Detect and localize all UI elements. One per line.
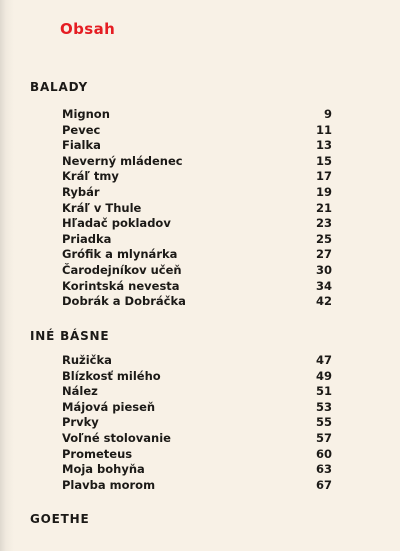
- toc-entry[interactable]: [62, 123, 332, 139]
- toc-entry[interactable]: [62, 279, 332, 295]
- toc-entry[interactable]: [62, 369, 332, 385]
- entry-title: Moja bohyňa: [62, 462, 145, 477]
- entry-title: Priadka: [62, 231, 112, 246]
- entry-title: Mignon: [62, 107, 110, 121]
- entry-title: Čarodejníkov učeň: [62, 262, 182, 277]
- entry-title: Dobrák a Dobráčka: [62, 294, 186, 309]
- entry-page-number: 19: [315, 184, 332, 199]
- entry-title: Pevec: [62, 122, 101, 137]
- entry-title: Májová pieseň: [62, 399, 156, 414]
- entry-title: Prometeus: [62, 446, 133, 461]
- toc-entry[interactable]: [62, 169, 332, 185]
- entry-title: Voľné stolovanie: [62, 430, 171, 445]
- entry-title: Korintská nevesta: [62, 278, 180, 293]
- entry-page-number: 27: [315, 247, 332, 262]
- toc-entry[interactable]: [62, 415, 332, 431]
- toc-entry[interactable]: [62, 400, 332, 416]
- entry-page-number: 47: [315, 353, 332, 367]
- toc-entry[interactable]: [62, 107, 332, 123]
- entry-title: Plavba morom: [62, 477, 156, 492]
- entry-title: Nález: [62, 384, 98, 399]
- toc-entry[interactable]: [62, 185, 332, 201]
- section-heading-ine-basne: INÉ BÁSNE: [30, 329, 110, 343]
- entry-page-number: 23: [315, 216, 332, 231]
- entry-page-number: 15: [315, 153, 332, 168]
- entry-page-number: 17: [315, 169, 332, 184]
- entry-page-number: 34: [315, 278, 332, 293]
- entry-title: Blízkosť milého: [62, 368, 161, 383]
- toc-entry[interactable]: [62, 431, 332, 447]
- entry-page-number: 21: [315, 200, 332, 215]
- entry-page-number: 57: [315, 430, 332, 445]
- entry-title: Prvky: [62, 415, 99, 430]
- toc-entry[interactable]: [62, 478, 332, 494]
- page-title: Obsah: [60, 20, 116, 38]
- entry-page-number: 63: [315, 462, 332, 477]
- toc-entry[interactable]: [62, 154, 332, 170]
- toc-entry[interactable]: [62, 201, 332, 217]
- entry-title: Rybár: [62, 184, 100, 199]
- entry-title: Kráľ v Thule: [62, 200, 142, 215]
- entry-page-number: 53: [315, 399, 332, 414]
- toc-entry[interactable]: [62, 447, 332, 463]
- entry-page-number: 11: [315, 122, 332, 137]
- entry-page-number: 42: [315, 294, 332, 309]
- toc-entry[interactable]: [62, 384, 332, 400]
- entry-page-number: 51: [315, 384, 332, 399]
- toc-entry[interactable]: [62, 263, 332, 279]
- entry-title: Fialka: [62, 138, 101, 153]
- toc-entry[interactable]: [62, 247, 332, 263]
- entry-page-number: 60: [315, 446, 332, 461]
- toc-entry[interactable]: [62, 138, 332, 154]
- entry-page-number: 49: [315, 368, 332, 383]
- entry-page-number: 55: [315, 415, 332, 430]
- entry-page-number: 13: [315, 138, 332, 153]
- toc-entry[interactable]: [62, 462, 332, 478]
- entry-page-number: 30: [315, 262, 332, 277]
- entry-title: Hľadač pokladov: [62, 216, 171, 231]
- toc-list-balady: [62, 107, 332, 310]
- entry-title: Ružička: [62, 353, 112, 367]
- toc-entry[interactable]: [62, 294, 332, 310]
- entry-page-number: 25: [315, 231, 332, 246]
- entry-page-number: 67: [315, 477, 332, 492]
- toc-list-ine-basne: [62, 353, 332, 493]
- toc-entry[interactable]: [62, 232, 332, 248]
- toc-entry[interactable]: [62, 353, 332, 369]
- section-heading-goethe: GOETHE: [30, 512, 90, 526]
- entry-page-number: 9: [323, 107, 332, 121]
- entry-title: Neverný mládenec: [62, 153, 183, 168]
- section-heading-balady: BALADY: [30, 80, 88, 94]
- entry-title: Grófik a mlynárka: [62, 247, 178, 262]
- entry-title: Kráľ tmy: [62, 169, 119, 184]
- toc-entry[interactable]: [62, 216, 332, 232]
